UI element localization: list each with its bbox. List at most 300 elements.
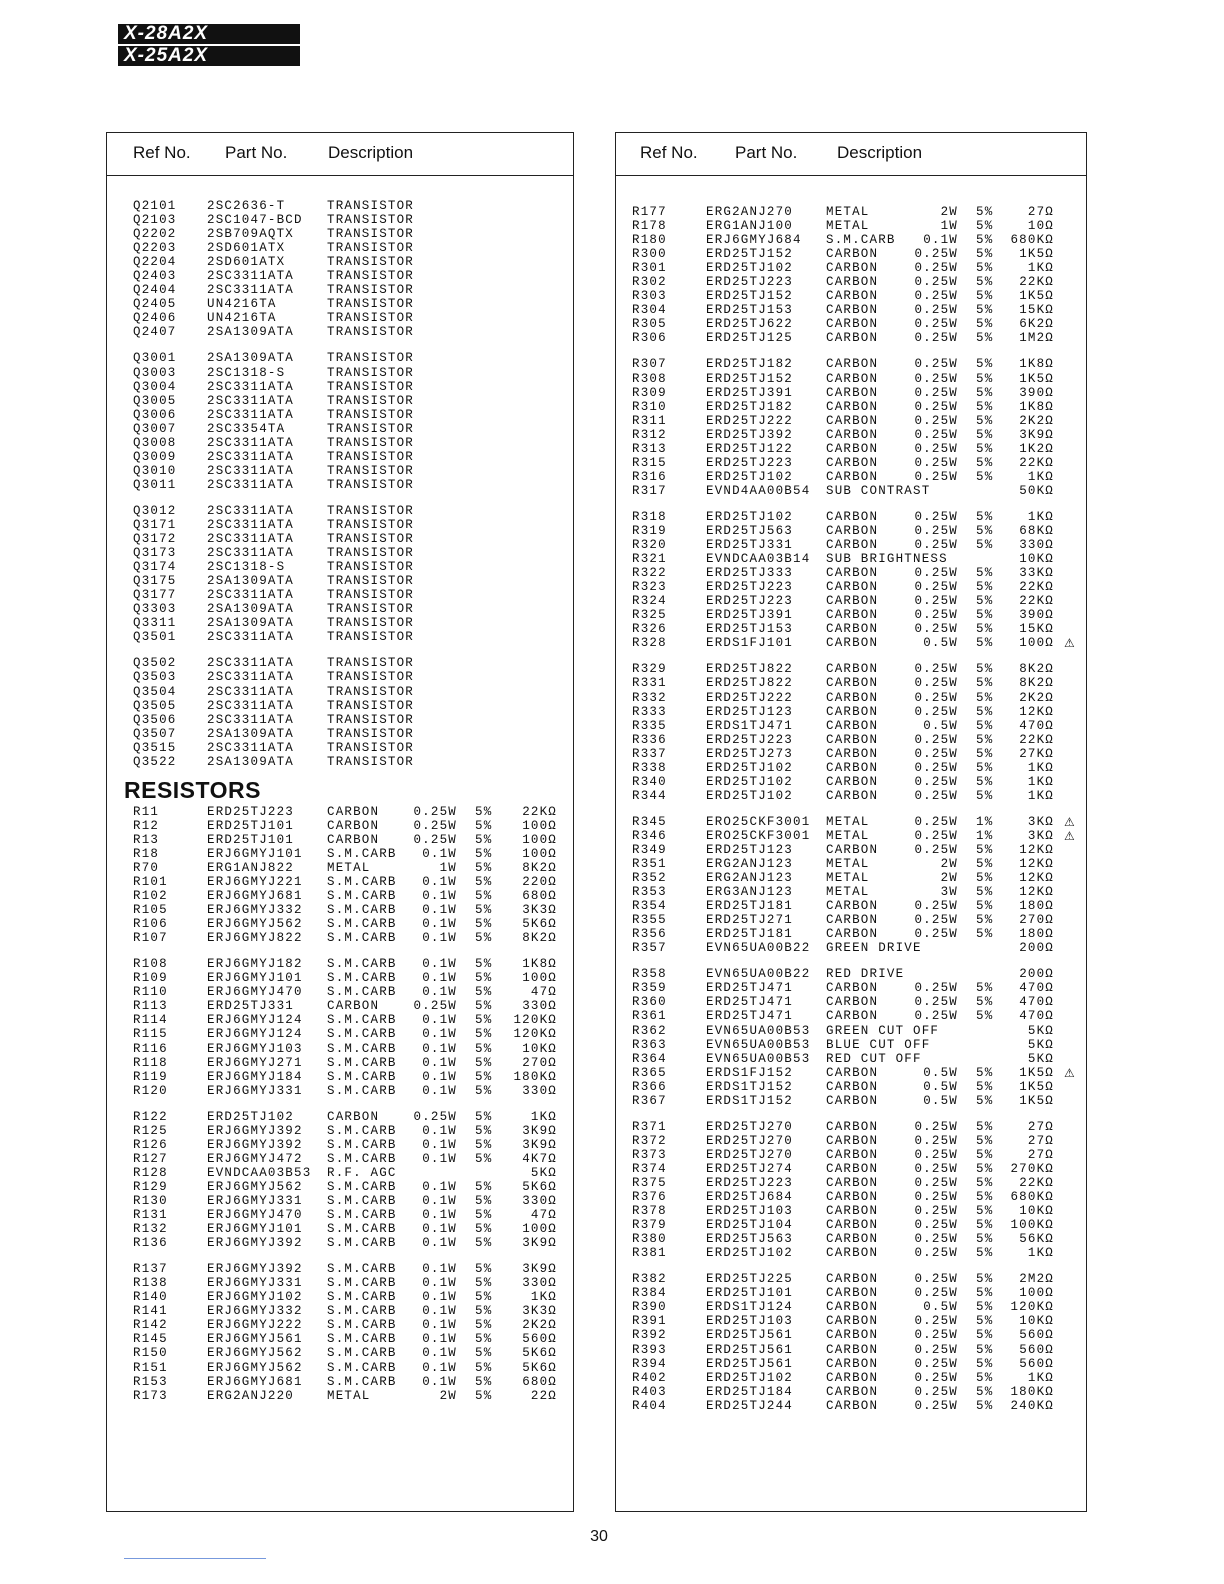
description: METAL (826, 871, 870, 886)
ref-number: Q3006 (133, 407, 177, 422)
part-number: 2SD601ATX (207, 241, 286, 256)
description: CARBON (826, 594, 879, 609)
resistance-value: 3K9Ω (522, 1123, 557, 1138)
ref-number: Q2103 (133, 213, 177, 228)
table-row (616, 1052, 1086, 1066)
description: S.M.CARB (327, 889, 397, 904)
description: CARBON (826, 371, 879, 386)
description: CARBON (826, 788, 879, 803)
description: CARBON (826, 566, 879, 581)
table-row (616, 1399, 1086, 1413)
description: TRANSISTOR (327, 740, 415, 755)
table-row (107, 805, 573, 819)
wattage: 0.25W (914, 1398, 958, 1413)
safety-warning-icon: ⚠ (1064, 814, 1076, 829)
part-number: 2SA1309ATA (207, 726, 295, 741)
tolerance: 5% (475, 917, 493, 932)
column-header-ref: Ref No. (640, 143, 698, 162)
part-number: ERDS1FJ101 (706, 636, 794, 651)
ref-number: R127 (133, 1151, 168, 1166)
resistance-value: 100Ω (522, 971, 557, 986)
resistance-value: 22KΩ (1019, 275, 1054, 290)
resistance-value: 1K5Ω (1019, 289, 1054, 304)
resistance-value: 3K9Ω (1019, 427, 1054, 442)
wattage: 0.25W (914, 469, 958, 484)
table-row (107, 1389, 573, 1403)
wattage: 0.25W (914, 608, 958, 623)
description: SUB CONTRAST (826, 483, 931, 498)
table-row (616, 941, 1086, 955)
wattage: 0.25W (914, 538, 958, 553)
part-number: ERD25TJ561 (706, 1342, 794, 1357)
ref-number: Q3010 (133, 463, 177, 478)
part-number: ERD25TJ152 (706, 371, 794, 386)
wattage: 0.25W (914, 760, 958, 775)
wattage: 0.25W (914, 913, 958, 928)
part-number: ERJ6GMYJ103 (207, 1041, 303, 1056)
wattage: 0.25W (413, 832, 457, 847)
part-number: ERDS1TJ124 (706, 1300, 794, 1315)
table-row (107, 670, 573, 684)
part-number: ERD25TJ122 (706, 441, 794, 456)
tolerance: 5% (976, 357, 994, 372)
wattage: 0.25W (914, 1190, 958, 1205)
resistance-value: 1K2Ω (1019, 441, 1054, 456)
wattage: 0.5W (923, 1093, 958, 1108)
tolerance: 5% (475, 846, 493, 861)
ref-number: R320 (632, 538, 667, 553)
tolerance: 1% (976, 828, 994, 843)
ref-number: R129 (133, 1179, 168, 1194)
tolerance: 5% (976, 1356, 994, 1371)
ref-number: R308 (632, 371, 667, 386)
description: TRANSISTOR (327, 379, 415, 394)
ref-number: R381 (632, 1246, 667, 1261)
ref-number: R110 (133, 985, 168, 1000)
part-number: ERJ6GMYJ561 (207, 1332, 303, 1347)
wattage: 0.1W (422, 1083, 457, 1098)
description: S.M.CARB (327, 1346, 397, 1361)
wattage: 0.25W (914, 247, 958, 262)
part-number: ERJ6GMYJ470 (207, 1208, 303, 1223)
part-number: ERD25TJ223 (706, 580, 794, 595)
wattage: 0.25W (914, 981, 958, 996)
resistance-value: 680KΩ (1010, 1190, 1054, 1205)
tolerance: 5% (976, 899, 994, 914)
resistance-value: 2K2Ω (1019, 690, 1054, 705)
description: TRANSISTOR (327, 670, 415, 685)
table-row (107, 422, 573, 436)
wattage: 0.25W (914, 1370, 958, 1385)
table-row (616, 967, 1086, 981)
description: S.M.CARB (327, 1013, 397, 1028)
description: CARBON (826, 275, 879, 290)
description: S.M.CARB (327, 1151, 397, 1166)
part-number: ERD25TJ223 (706, 275, 794, 290)
description: S.M.CARB (327, 985, 397, 1000)
ref-number: Q2203 (133, 241, 177, 256)
table-row (616, 927, 1086, 941)
wattage: 0.25W (914, 995, 958, 1010)
tolerance: 5% (475, 985, 493, 1000)
resistance-value: 270Ω (1019, 913, 1054, 928)
ref-number: R116 (133, 1041, 168, 1056)
part-number: ERD25TJ102 (706, 1370, 794, 1385)
part-number: ERJ6GMYJ331 (207, 1083, 303, 1098)
resistance-value: 100Ω (522, 818, 557, 833)
tolerance: 5% (976, 1161, 994, 1176)
part-number: ERD25TJ153 (706, 622, 794, 637)
ref-number: R353 (632, 885, 667, 900)
part-number: EVN65UA00B22 (706, 967, 811, 982)
resistance-value: 3K3Ω (522, 1304, 557, 1319)
ref-number: Q3504 (133, 684, 177, 699)
part-number: ERG2ANJ270 (706, 205, 794, 219)
wattage: 0.25W (914, 455, 958, 470)
resistance-value: 1KΩ (1027, 788, 1054, 803)
part-number: 2SA1309ATA (207, 351, 295, 366)
wattage: 0.5W (923, 718, 958, 733)
table-row (107, 478, 573, 492)
table-row (107, 436, 573, 450)
part-number: 2SC3311ATA (207, 588, 295, 603)
ref-number: R178 (632, 219, 667, 234)
resistance-value: 5K6Ω (522, 1360, 557, 1375)
part-number: 2SA1309ATA (207, 616, 295, 631)
part-number: ERJ6GMYJ124 (207, 1027, 303, 1042)
part-number: 2SC3311ATA (207, 393, 295, 408)
table-row (107, 1332, 573, 1346)
wattage: 0.25W (914, 566, 958, 581)
tolerance: 5% (475, 1208, 493, 1223)
wattage: 0.5W (923, 1079, 958, 1094)
description: CARBON (826, 427, 879, 442)
table-row (107, 1084, 573, 1098)
part-number: ERD25TJ622 (706, 317, 794, 332)
ref-number: R109 (133, 971, 168, 986)
ref-number: Q2101 (133, 199, 177, 213)
part-number: EVN65UA00B53 (706, 1051, 811, 1066)
description: CARBON (826, 1176, 879, 1190)
resistance-value: 1K5Ω (1019, 247, 1054, 262)
part-number: 2SC3311ATA (207, 712, 295, 727)
ref-number: R119 (133, 1069, 168, 1084)
table-row (107, 199, 573, 213)
resistance-value: 6K2Ω (1019, 317, 1054, 332)
ref-number: R352 (632, 871, 667, 886)
table-row (107, 325, 573, 339)
tolerance: 5% (976, 1065, 994, 1080)
wattage: 0.25W (914, 1272, 958, 1287)
table-row (616, 1038, 1086, 1052)
part-number: ERD25TJ103 (706, 1204, 794, 1219)
wattage: 0.1W (422, 875, 457, 890)
part-number: ERD25TJ331 (207, 999, 295, 1014)
part-number: ERG2ANJ123 (706, 871, 794, 886)
ref-number: R141 (133, 1304, 168, 1319)
description: METAL (327, 860, 371, 875)
ref-number: R118 (133, 1055, 168, 1070)
tolerance: 5% (976, 718, 994, 733)
tolerance: 5% (475, 1374, 493, 1389)
table-row (616, 608, 1086, 622)
tolerance: 5% (976, 842, 994, 857)
part-number: ERD25TJ102 (706, 1246, 794, 1261)
ref-number: R18 (133, 846, 160, 861)
table-row (107, 255, 573, 269)
resistance-value: 1KΩ (1027, 509, 1054, 524)
part-number: ERJ6GMYJ681 (207, 889, 303, 904)
resistance-value: 27KΩ (1019, 746, 1054, 761)
description: CARBON (826, 774, 879, 789)
wattage: 0.25W (914, 441, 958, 456)
tolerance: 5% (976, 1328, 994, 1343)
tolerance: 5% (976, 1009, 994, 1024)
part-number: ERD25TJ101 (207, 832, 295, 847)
wattage: 0.25W (914, 427, 958, 442)
table-row (107, 861, 573, 875)
resistance-value: 200Ω (1019, 941, 1054, 956)
part-number: 2SC3311ATA (207, 477, 295, 492)
table-row (107, 630, 573, 644)
ref-number: R382 (632, 1272, 667, 1287)
resistance-value: 180Ω (1019, 927, 1054, 942)
part-number: ERD25TJ273 (706, 746, 794, 761)
resistance-value: 15KΩ (1019, 622, 1054, 637)
wattage: 2W (439, 1388, 457, 1403)
tolerance: 5% (475, 860, 493, 875)
description: CARBON (826, 1079, 879, 1094)
part-number: ERD25TJ561 (706, 1356, 794, 1371)
part-number: ERD25TJ270 (706, 1119, 794, 1134)
wattage: 0.1W (422, 1027, 457, 1042)
part-number: ERD25TJ563 (706, 1232, 794, 1247)
ref-number: R324 (632, 594, 667, 609)
table-row (107, 1042, 573, 1056)
wattage: 0.25W (914, 399, 958, 414)
part-number: ERJ6GMYJ331 (207, 1276, 303, 1291)
footer-rule (124, 1558, 266, 1559)
tolerance: 5% (475, 1013, 493, 1028)
description: S.M.CARB (327, 1083, 397, 1098)
description: TRANSISTOR (327, 241, 415, 256)
description: S.M.CARB (327, 1332, 397, 1347)
resistance-value: 680Ω (522, 1374, 557, 1389)
description: METAL (826, 814, 870, 829)
tolerance: 5% (475, 1109, 493, 1124)
table-row (107, 889, 573, 903)
wattage: 0.1W (422, 1318, 457, 1333)
ref-number: R302 (632, 275, 667, 290)
tolerance: 5% (976, 1300, 994, 1315)
description: CARBON (826, 357, 879, 372)
part-number: ERD25TJ102 (706, 261, 794, 276)
part-number: 2SC3311ATA (207, 740, 295, 755)
part-number: ERD25TJ561 (706, 1328, 794, 1343)
resistance-value: 2M2Ω (1019, 1272, 1054, 1287)
ref-number: R333 (632, 704, 667, 719)
ref-number: R335 (632, 718, 667, 733)
ref-number: R331 (632, 676, 667, 691)
resistance-value: 3KΩ (1027, 828, 1054, 843)
tolerance: 5% (976, 732, 994, 747)
table-row (107, 450, 573, 464)
part-number: 2SC3311ATA (207, 532, 295, 547)
ref-number: R356 (632, 927, 667, 942)
resistance-value: 200Ω (1019, 967, 1054, 982)
tolerance: 5% (475, 804, 493, 819)
ref-number: R316 (632, 469, 667, 484)
resistance-value: 22KΩ (1019, 594, 1054, 609)
part-number: EVND4AA00B54 (706, 483, 811, 498)
part-number: ERD25TJ222 (706, 413, 794, 428)
description: CARBON (826, 913, 879, 928)
part-number: ERJ6GMYJ102 (207, 1290, 303, 1305)
description: CARBON (826, 441, 879, 456)
wattage: 0.1W (422, 889, 457, 904)
description: TRANSISTOR (327, 574, 415, 589)
part-number: UN4216TA (207, 297, 277, 312)
ref-number: R319 (632, 523, 667, 538)
wattage: 0.1W (422, 1194, 457, 1208)
description: CARBON (826, 1370, 879, 1385)
description: CARBON (327, 804, 380, 819)
ref-number: R311 (632, 413, 667, 428)
description: TRANSISTOR (327, 463, 415, 478)
table-row (616, 1328, 1086, 1342)
description: CARBON (826, 1356, 879, 1371)
wattage: 0.25W (914, 732, 958, 747)
tolerance: 5% (976, 1232, 994, 1247)
resistance-value: 270Ω (522, 1055, 557, 1070)
table-row (107, 1276, 573, 1290)
ref-number: Q2403 (133, 269, 177, 284)
description: TRANSISTOR (327, 311, 415, 326)
ref-number: Q2405 (133, 297, 177, 312)
part-number: EVNDCAA03B53 (207, 1165, 312, 1180)
resistance-value: 1KΩ (530, 1290, 557, 1305)
description: CARBON (327, 999, 380, 1014)
part-number: ERJ6GMYJ392 (207, 1137, 303, 1152)
description: S.M.CARB (327, 957, 397, 972)
table-row (107, 588, 573, 602)
resistance-value: 470Ω (1019, 1009, 1054, 1024)
tolerance: 5% (475, 1123, 493, 1138)
table-row (616, 470, 1086, 484)
resistance-value: 12KΩ (1019, 885, 1054, 900)
description: TRANSISTOR (327, 588, 415, 603)
description: TRANSISTOR (327, 532, 415, 547)
resistance-value: 22KΩ (522, 804, 557, 819)
part-number: ERD25TJ822 (706, 662, 794, 677)
table-row (616, 414, 1086, 428)
ref-number: Q3175 (133, 574, 177, 589)
description: S.M.CARB (327, 917, 397, 932)
resistance-value: 10KΩ (522, 1041, 557, 1056)
resistance-value: 240KΩ (1010, 1398, 1054, 1413)
description: CARBON (826, 1119, 879, 1134)
wattage: 0.1W (422, 1262, 457, 1277)
part-number: ERG1ANJ822 (207, 860, 295, 875)
ref-number: R300 (632, 247, 667, 262)
part-number: ERD25TJ225 (706, 1272, 794, 1287)
table-row (107, 713, 573, 727)
part-number: ERD25TJ684 (706, 1190, 794, 1205)
resistance-value: 1KΩ (1027, 469, 1054, 484)
table-row (616, 1009, 1086, 1023)
table-row (107, 213, 573, 227)
wattage: 0.5W (923, 1300, 958, 1315)
wattage: 0.25W (914, 662, 958, 677)
tolerance: 5% (976, 1204, 994, 1219)
resistance-value: 120KΩ (513, 1027, 557, 1042)
wattage: 0.1W (422, 1222, 457, 1237)
wattage: 0.25W (914, 704, 958, 719)
table-row (616, 1246, 1086, 1260)
tolerance: 5% (976, 608, 994, 623)
part-number: ERJ6GMYJ222 (207, 1318, 303, 1333)
part-number: ERD25TJ181 (706, 899, 794, 914)
ref-number: R317 (632, 483, 667, 498)
tolerance: 5% (976, 913, 994, 928)
wattage: 0.25W (413, 804, 457, 819)
tolerance: 5% (976, 1314, 994, 1329)
table-row (107, 1070, 573, 1084)
table-row (107, 532, 573, 546)
ref-number: Q2407 (133, 325, 177, 340)
resistance-value: 1K5Ω (1019, 1079, 1054, 1094)
table-row (616, 524, 1086, 538)
ref-number: R125 (133, 1123, 168, 1138)
table-row (616, 829, 1086, 843)
description: TRANSISTOR (327, 199, 415, 213)
part-number: ERJ6GMYJ470 (207, 985, 303, 1000)
resistance-value: 1K5Ω (1019, 371, 1054, 386)
ref-number: R304 (632, 303, 667, 318)
description: CARBON (826, 690, 879, 705)
description: METAL (826, 885, 870, 900)
tolerance: 5% (475, 1236, 493, 1251)
table-row (107, 394, 573, 408)
ref-number: R309 (632, 385, 667, 400)
part-number: ERJ6GMYJ684 (706, 233, 802, 248)
ref-number: R344 (632, 788, 667, 803)
part-number: 2SC3311ATA (207, 503, 295, 518)
part-number: ERD25TJ102 (706, 760, 794, 775)
wattage: 0.25W (914, 1009, 958, 1024)
table-row (107, 741, 573, 755)
safety-warning-icon: ⚠ (1064, 636, 1076, 651)
tolerance: 5% (475, 999, 493, 1014)
description: CARBON (826, 1232, 879, 1247)
resistance-value: 180KΩ (1010, 1384, 1054, 1399)
resistance-value: 2K2Ω (522, 1318, 557, 1333)
table-row (616, 885, 1086, 899)
tolerance: 5% (976, 1286, 994, 1301)
description: METAL (327, 1388, 371, 1403)
ref-number: R394 (632, 1356, 667, 1371)
part-number: 2SC3311ATA (207, 698, 295, 713)
part-number: ERD25TJ822 (706, 676, 794, 691)
resistance-value: 100Ω (522, 1222, 557, 1237)
ref-number: R325 (632, 608, 667, 623)
resistance-value: 1KΩ (1027, 1246, 1054, 1261)
description: CARBON (826, 1342, 879, 1357)
resistance-value: 390Ω (1019, 385, 1054, 400)
description: S.M.CARB (327, 1276, 397, 1291)
tolerance: 5% (475, 1137, 493, 1152)
wattage: 0.1W (422, 1041, 457, 1056)
